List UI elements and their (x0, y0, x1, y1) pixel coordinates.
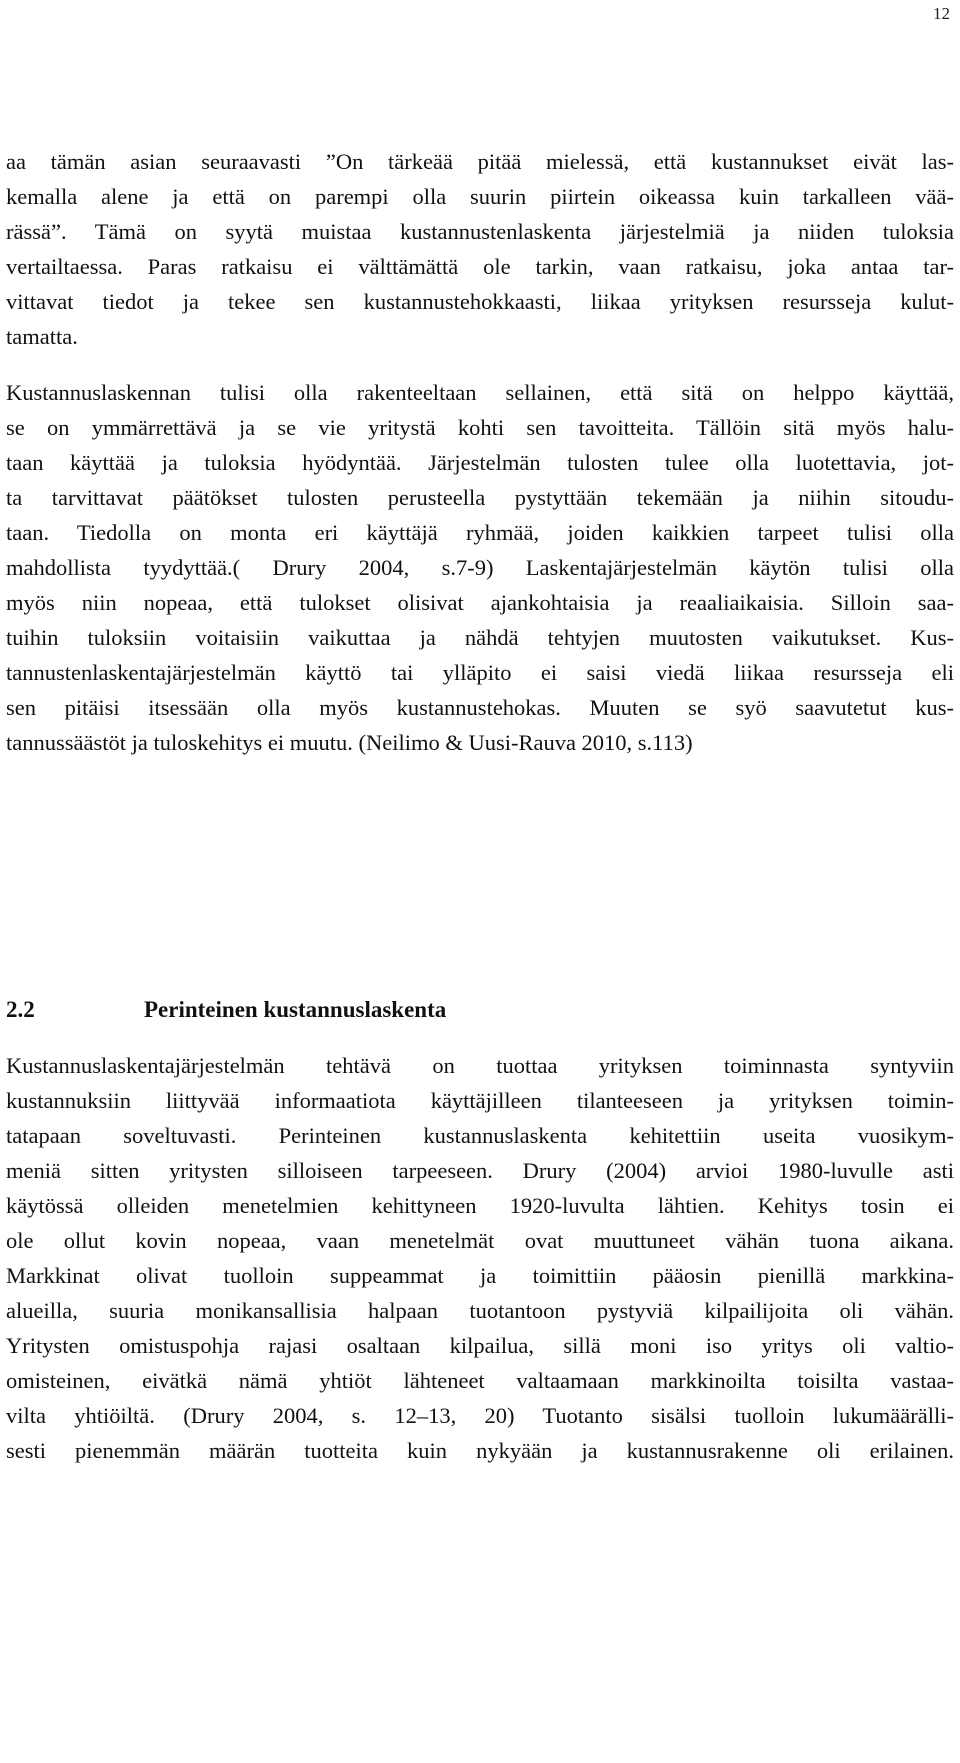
text-line: tuihin tuloksiin voitaisiin vaikuttaa ja nähdä tehtyjen muutosten vaikutukset. Kus- (6, 625, 954, 650)
text-line: meniä sitten yritysten silloiseen tarpeeseen. Drury (2004) arvioi 1980-luvulle asti (6, 1158, 954, 1183)
text-line: se on ymmärrettävä ja se vie yritystä kohti sen tavoitteita. Tällöin sitä myös halu- (6, 415, 954, 440)
text-line: taan käyttää ja tuloksia hyödyntää. Järjestelmän tulosten tulee olla luotettavia, jot- (6, 450, 954, 475)
text-line: tannustenlaskentajärjestelmän käyttö tai ylläpito ei saisi viedä liikaa resursseja eli (6, 660, 954, 685)
text-line: ta tarvittavat päätökset tulosten perusteella pystyttään tekemään ja niihin sitoudu- (6, 485, 954, 510)
text-line: myös niin nopeaa, että tulokset olisivat ajankohtaisia ja reaaliaikaisia. Silloin saa- (6, 590, 954, 615)
section-title: Perinteinen kustannuslaskenta (144, 997, 447, 1022)
text-line: tamatta. (6, 324, 78, 349)
text-line: sesti pienemmän määrän tuotteita kuin nykyään ja kustannusrakenne oli erilainen. (6, 1438, 954, 1463)
text-line: omisteinen, eivätkä nämä yhtiöt lähteneet valtaamaan markkinoilta toisilta vastaa- (6, 1368, 954, 1393)
text-line: taan. Tiedolla on monta eri käyttäjä ryhmää, joiden kaikkien tarpeet tulisi olla (6, 520, 954, 545)
text-line: kustannuksiin liittyvää informaatiota käyttäjilleen tilanteeseen ja yrityksen toimin- (6, 1088, 954, 1113)
text-line: mahdollista tyydyttää.( Drury 2004, s.7-9) Laskentajärjestelmän käytön tulisi olla (6, 555, 954, 580)
text-line: vilta yhtiöiltä. (Drury 2004, s. 12–13, 20) Tuotanto sisälsi tuolloin lukumäärälli- (6, 1403, 954, 1428)
text-line: tannussäästöt ja tuloskehitys ei muutu. (Neilimo & Uusi-Rauva 2010, s.113) (6, 730, 693, 755)
text-line: aa tämän asian seuraavasti ”On tärkeää pitää mielessä, että kustannukset eivät las- (6, 149, 954, 174)
text-line: vertailtaessa. Paras ratkaisu ei välttämättä ole tarkin, vaan ratkaisu, joka antaa tar- (6, 254, 954, 279)
section-number: 2.2 (6, 997, 35, 1022)
text-line: tatapaan soveltuvasti. Perinteinen kustannuslaskenta kehitettiin useita vuosikym- (6, 1123, 954, 1148)
text-line: Yritysten omistuspohja rajasi osaltaan kilpailua, sillä moni iso yritys oli valtio- (6, 1333, 954, 1358)
text-line: kemalla alene ja että on parempi olla suurin piirtein oikeassa kuin tarkalleen vää- (6, 184, 954, 209)
text-line: vittavat tiedot ja tekee sen kustannustehokkaasti, liikaa yrityksen resursseja kulut- (6, 289, 954, 314)
text-line: Markkinat olivat tuolloin suppeammat ja toimittiin pääosin pienillä markkina- (6, 1263, 954, 1288)
text-line: alueilla, suuria monikansallisia halpaan tuotantoon pystyviä kilpailijoita oli vähän. (6, 1298, 954, 1323)
text-line: käytössä olleiden menetelmien kehittyneen 1920-luvulta lähtien. Kehitys tosin ei (6, 1193, 954, 1218)
text-line: rässä”. Tämä on syytä muistaa kustannustenlaskenta järjestelmiä ja niiden tuloksia (6, 219, 954, 244)
text-line: sen pitäisi itsessään olla myös kustannustehokas. Muuten se syö saavutetut kus- (6, 695, 954, 720)
text-line: ole ollut kovin nopeaa, vaan menetelmät ovat muuttuneet vähän tuona aikana. (6, 1228, 954, 1253)
text-line: Kustannuslaskentajärjestelmän tehtävä on tuottaa yrityksen toiminnasta syntyviin (6, 1053, 954, 1078)
text-line: Kustannuslaskennan tulisi olla rakenteeltaan sellainen, että sitä on helppo käyttää, (6, 380, 954, 405)
page-number: 12 (933, 4, 950, 23)
